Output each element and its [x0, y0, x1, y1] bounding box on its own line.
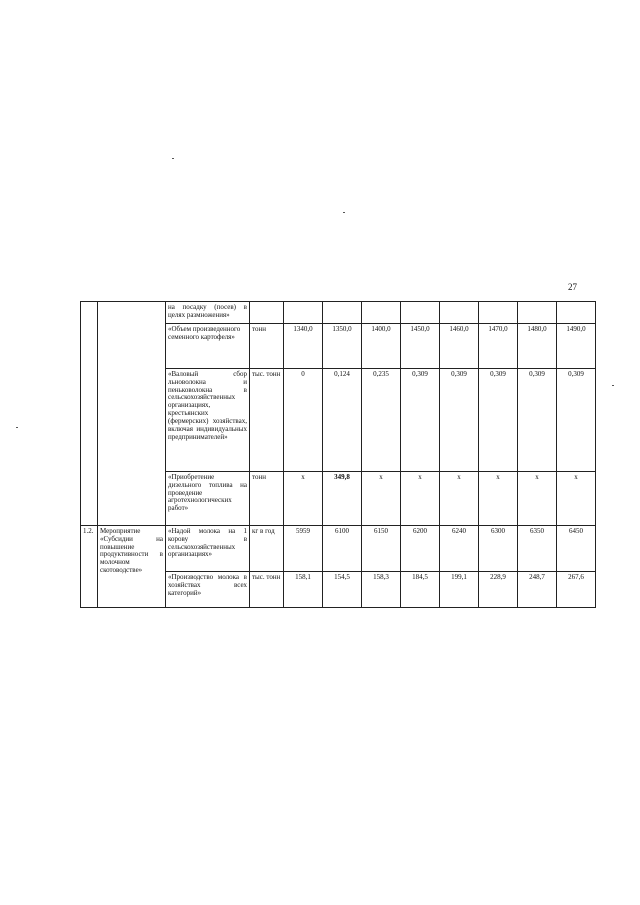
indicator-cell: «Объем произведенного семенного картофеля»: [166, 324, 250, 369]
value-cell: 0,309: [557, 369, 596, 472]
value-cell: 0,309: [401, 369, 440, 472]
value-cell: 1470,0: [479, 324, 518, 369]
unit-cell: тыс. тонн: [250, 369, 284, 472]
measure-cell: [98, 302, 166, 526]
scan-speck: [612, 385, 614, 386]
value-cell: 6350: [518, 526, 557, 572]
value-cell: 1480,0: [518, 324, 557, 369]
value-cell: 1340,0: [284, 324, 323, 369]
value-cell: [440, 302, 479, 324]
value-cell: 199,1: [440, 572, 479, 608]
value-cell: 0,309: [440, 369, 479, 472]
value-cell: 6240: [440, 526, 479, 572]
value-cell: х: [440, 472, 479, 526]
indicators-table: [80, 301, 596, 608]
value-cell: 0,235: [362, 369, 401, 472]
value-cell: [284, 302, 323, 324]
value-cell: 1490,0: [557, 324, 596, 369]
value-cell: 0,124: [323, 369, 362, 472]
value-cell: 154,5: [323, 572, 362, 608]
value-cell: 0,309: [518, 369, 557, 472]
indicator-cell: «Валовый сбор льноволокна и пеньковолокна в сельскохозяйственных организациях, крестьянских (фермерских) хозяйствах, включая индивидуальных предпринимателей»: [166, 369, 250, 472]
indicator-cell: на посадку (посев) в целях размножения»: [166, 302, 250, 324]
value-cell: 6100: [323, 526, 362, 572]
value-cell: 0: [284, 369, 323, 472]
value-cell: 228,9: [479, 572, 518, 608]
indicator-cell: «Производство молока в хозяйствах всех категорий»: [166, 572, 250, 608]
measure-cell: Мероприятие «Субсидии на повышение продуктивности в молочном скотоводстве»: [98, 526, 166, 608]
indicator-cell: «Приобретение дизельного топлива на проведение агротехнологических работ»: [166, 472, 250, 526]
value-cell: х: [284, 472, 323, 526]
value-cell: [518, 302, 557, 324]
value-cell: х: [479, 472, 518, 526]
value-cell: х: [362, 472, 401, 526]
page-number: 27: [568, 282, 577, 292]
value-cell: 1400,0: [362, 324, 401, 369]
unit-cell: кг в год: [250, 526, 284, 572]
value-cell: [557, 302, 596, 324]
unit-cell: тыс. тонн: [250, 572, 284, 608]
value-cell: 248,7: [518, 572, 557, 608]
value-cell: 6200: [401, 526, 440, 572]
value-cell: 184,5: [401, 572, 440, 608]
value-cell: 6300: [479, 526, 518, 572]
value-cell: [362, 302, 401, 324]
number-cell: [81, 302, 98, 526]
value-cell: 5959: [284, 526, 323, 572]
value-cell: 6150: [362, 526, 401, 572]
value-cell: х: [557, 472, 596, 526]
table-row: [81, 526, 596, 572]
value-cell: 267,6: [557, 572, 596, 608]
value-cell: 6450: [557, 526, 596, 572]
table-row: [81, 302, 596, 324]
value-cell: 1350,0: [323, 324, 362, 369]
number-cell: 1.2.: [81, 526, 98, 608]
value-cell: [401, 302, 440, 324]
scan-speck: [16, 427, 18, 428]
value-cell: х: [401, 472, 440, 526]
value-cell: [479, 302, 518, 324]
unit-cell: тонн: [250, 324, 284, 369]
value-cell: х: [518, 472, 557, 526]
scan-speck: [343, 212, 345, 213]
value-cell: 158,3: [362, 572, 401, 608]
value-cell: 349,8: [323, 472, 362, 526]
value-cell: 158,1: [284, 572, 323, 608]
unit-cell: тонн: [250, 472, 284, 526]
value-cell: 0,309: [479, 369, 518, 472]
value-cell: 1460,0: [440, 324, 479, 369]
indicator-cell: «Надой молока на 1 корову в сельскохозяйственных организациях»: [166, 526, 250, 572]
value-cell: 1450,0: [401, 324, 440, 369]
value-cell: [323, 302, 362, 324]
unit-cell: [250, 302, 284, 324]
scan-speck: [172, 158, 174, 159]
